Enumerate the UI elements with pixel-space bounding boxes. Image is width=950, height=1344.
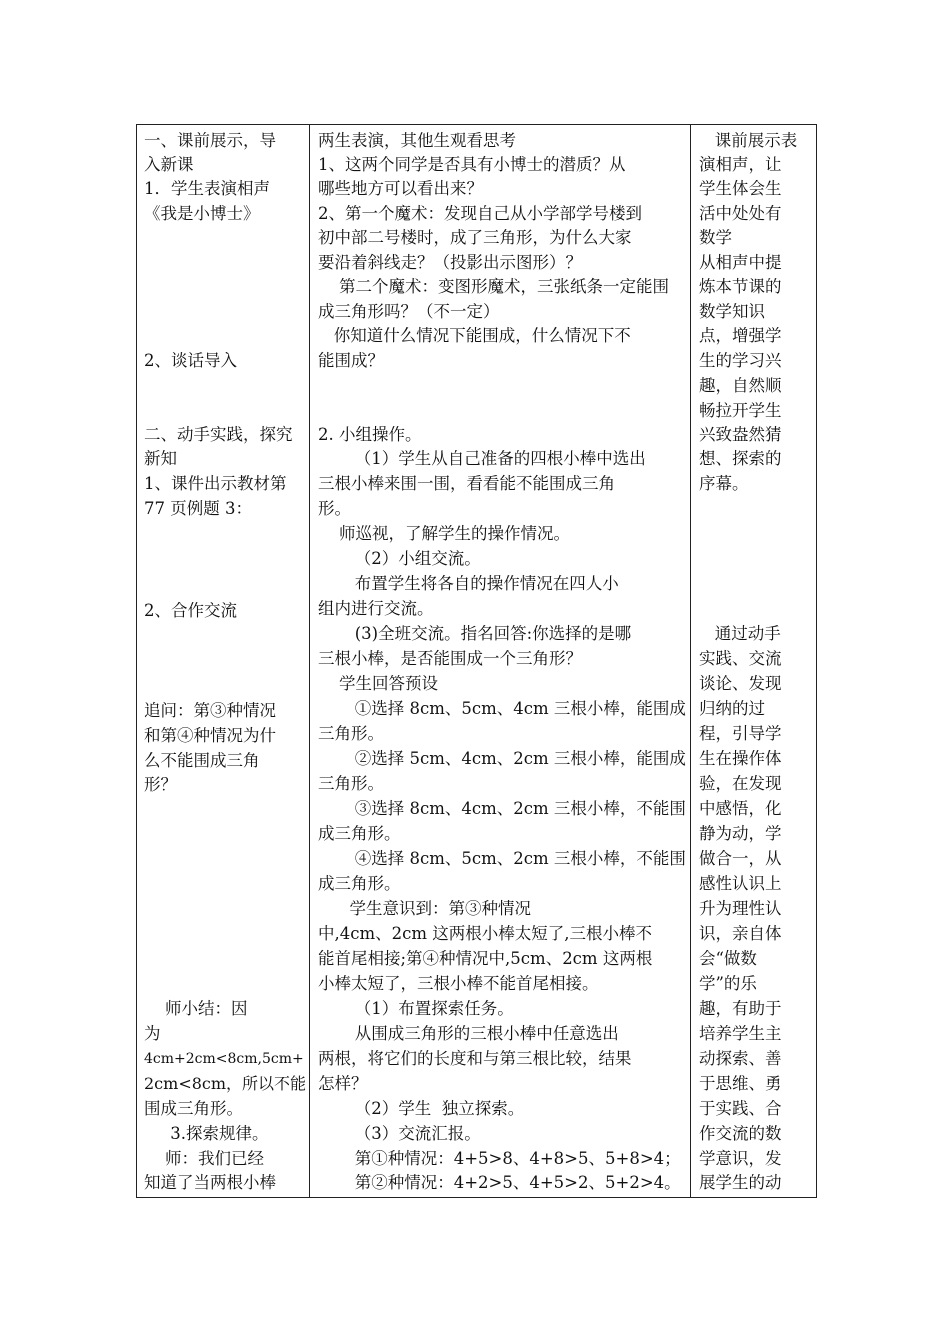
col3-line: 于思维、勇 — [699, 1074, 782, 1093]
col1-line: 77 页例题 3： — [144, 499, 252, 518]
col1-line: 1、课件出示教材第 — [144, 474, 287, 493]
col2-line: 学生意识到：第③种情况 — [318, 899, 531, 918]
col3-line: 感性认识上 — [699, 874, 782, 893]
col3-line: 作交流的数 — [699, 1124, 782, 1143]
lesson-plan-table — [136, 124, 817, 1198]
col1-line: 2、谈话导入 — [144, 351, 237, 370]
col3-line: 趣，有助于 — [699, 999, 782, 1018]
col2-line: 第二个魔术：变图形魔术，三张纸条一定能围 — [318, 277, 669, 296]
col3-line: 数学知识 — [699, 302, 765, 321]
col3-line: 从相声中提 — [699, 253, 782, 272]
col3-line: 通过动手 — [699, 624, 781, 643]
col3-line: 验，在发现 — [699, 774, 782, 793]
col1-line: 知道了当两根小棒 — [144, 1173, 276, 1192]
col2-line: 你知道什么情况下能围成，什么情况下不 — [318, 326, 631, 345]
col3-line: 学生体会生 — [699, 179, 782, 198]
col1-line: 3.探索规律。 — [144, 1124, 269, 1143]
col3-line: 趣，自然顺 — [699, 376, 782, 395]
col2-line: 成三角形。 — [318, 874, 401, 893]
col2-line: ③选择 8cm、4cm、2cm 三根小棒，不能围 — [318, 799, 686, 818]
col3-line: 学意识，发 — [699, 1149, 782, 1168]
col1-line: 围成三角形。 — [144, 1099, 243, 1118]
col3-line: 序幕。 — [699, 474, 749, 493]
col2-line: 两生表演，其他生观看思考 — [318, 131, 516, 150]
col2-line: （1）学生从自己准备的四根小棒中选出 — [318, 449, 646, 468]
col2-line: (3)全班交流。指名回答:你选择的是哪 — [318, 624, 632, 643]
col2-line: 三根小棒来围一围，看看能不能围成三角 — [318, 474, 615, 493]
col2-line: 三角形。 — [318, 774, 384, 793]
col2-line: 组内进行交流。 — [318, 599, 434, 618]
col2-line: 学生回答预设 — [318, 674, 438, 693]
col1-line: 1．学生表演相声 — [144, 179, 270, 198]
col3-line: 中感悟，化 — [699, 799, 782, 818]
col2-line: 布置学生将各自的操作情况在四人小 — [318, 574, 619, 593]
teaching-activities-column — [310, 125, 691, 1198]
col1-line: 和第④种情况为什 — [144, 726, 276, 745]
col3-line: 培养学生主 — [699, 1024, 782, 1043]
col1-line: 二、动手实践，探究 — [144, 425, 293, 444]
col3-line: 兴致盎然猜 — [699, 425, 782, 444]
col2-line: 形。 — [318, 499, 351, 518]
col2-line: 初中部二号楼时，成了三角形，为什么大家 — [318, 228, 632, 247]
col1-line: 2、合作交流 — [144, 601, 237, 620]
col2-line: 小棒太短了，三根小棒不能首尾相接。 — [318, 974, 599, 993]
teaching-steps-column — [137, 125, 310, 1198]
col2-line: （2）小组交流。 — [318, 549, 481, 568]
col3-line: 活中处处有 — [699, 204, 782, 223]
col2-line: 2. 小组操作。 — [318, 425, 422, 444]
col3-line: 于实践、合 — [699, 1099, 782, 1118]
col3-line: 升为理性认 — [699, 899, 782, 918]
col2-line: 成三角形。 — [318, 824, 401, 843]
col2-line: ④选择 8cm、5cm、2cm 三根小棒，不能围 — [318, 849, 686, 868]
col3-line: 程，引导学 — [699, 724, 782, 743]
col1-line: 为 — [144, 1024, 161, 1043]
col1-line: 入新课 — [144, 155, 194, 174]
col1-line: 追问：第③种情况 — [144, 701, 276, 720]
col2-line: ②选择 5cm、4cm、2cm 三根小棒，能围成 — [318, 749, 686, 768]
col2-line: 要沿着斜线走？（投影出示图形）？ — [318, 253, 582, 272]
col1-line: 师小结：因 — [144, 999, 248, 1018]
col2-line: 能首尾相接;第④种情况中,5cm、2cm 这两根 — [318, 949, 653, 968]
col3-line: 课前展示表 — [699, 131, 798, 150]
col2-line: 第②种情况：4+2>5、4+5>2、5+2>4。 — [318, 1173, 681, 1192]
col3-line: 数学 — [699, 228, 732, 247]
col3-line: 识，亲自体 — [699, 924, 782, 943]
col1-line: 一、课前展示，导 — [144, 131, 276, 150]
col3-line: 做合一，从 — [699, 849, 782, 868]
col2-line: 哪些地方可以看出来？ — [318, 179, 483, 198]
col3-line: 会“做数 — [699, 949, 757, 968]
col3-line: 点，增强学 — [699, 326, 782, 345]
col3-line: 生的学习兴 — [699, 351, 782, 370]
col3-line: 演相声，让 — [699, 155, 782, 174]
col3-line: 静为动，学 — [699, 824, 782, 843]
col2-line: 1、这两个同学是否具有小博士的潜质？从 — [318, 155, 626, 174]
col3-line: 畅拉开学生 — [699, 401, 782, 420]
col2-line: 怎样？ — [318, 1074, 368, 1093]
col3-line: 想、探索的 — [699, 449, 782, 468]
col3-line: 动探索、善 — [699, 1049, 782, 1068]
col2-line: （3）交流汇报。 — [318, 1124, 481, 1143]
col2-line: 从围成三角形的三根小棒中任意选出 — [318, 1024, 619, 1043]
col2-line: 三根小棒，是否能围成一个三角形？ — [318, 649, 582, 668]
col3-line: 归纳的过 — [699, 699, 765, 718]
col3-line: 生在操作体 — [699, 749, 782, 768]
col1-line: 么不能围成三角 — [144, 751, 260, 770]
col1-line: 2cm<8cm，所以不能 — [144, 1074, 307, 1093]
col2-line: 2、第一个魔术：发现自己从小学部学号楼到 — [318, 204, 642, 223]
col1-line: 《我是小博士》 — [144, 204, 260, 223]
col2-line: 三角形。 — [318, 724, 384, 743]
col2-line: （1）布置探索任务。 — [318, 999, 514, 1018]
col2-line: 两根，将它们的长度和与第三根比较，结果 — [318, 1049, 632, 1068]
col1-line: 新知 — [144, 449, 177, 468]
design-intent-column — [691, 125, 817, 1198]
col2-line: 能围成？ — [318, 351, 384, 370]
col2-line: 第①种情况：4+5>8、4+8>5、5+8>4； — [318, 1149, 681, 1168]
col2-line: 成三角形吗？（不一定） — [318, 302, 500, 321]
col2-line: 中,4cm、2cm 这两根小棒太短了,三根小棒不 — [318, 924, 653, 943]
col3-line: 展学生的动 — [699, 1173, 782, 1192]
col1-line: 4cm+2cm<8cm,5cm+ — [144, 1051, 304, 1067]
col2-line: ①选择 8cm、5cm、4cm 三根小棒，能围成 — [318, 699, 686, 718]
col1-line: 形？ — [144, 775, 177, 794]
col1-line: 师：我们已经 — [144, 1149, 264, 1168]
col3-line: 炼本节课的 — [699, 277, 782, 296]
col3-line: 实践、交流 — [699, 649, 782, 668]
col2-line: （2）学生 独立探索。 — [318, 1099, 525, 1118]
col2-line: 师巡视，了解学生的操作情况。 — [318, 524, 570, 543]
col3-line: 谈论、发现 — [699, 674, 782, 693]
col3-line: 学”的乐 — [699, 974, 757, 993]
